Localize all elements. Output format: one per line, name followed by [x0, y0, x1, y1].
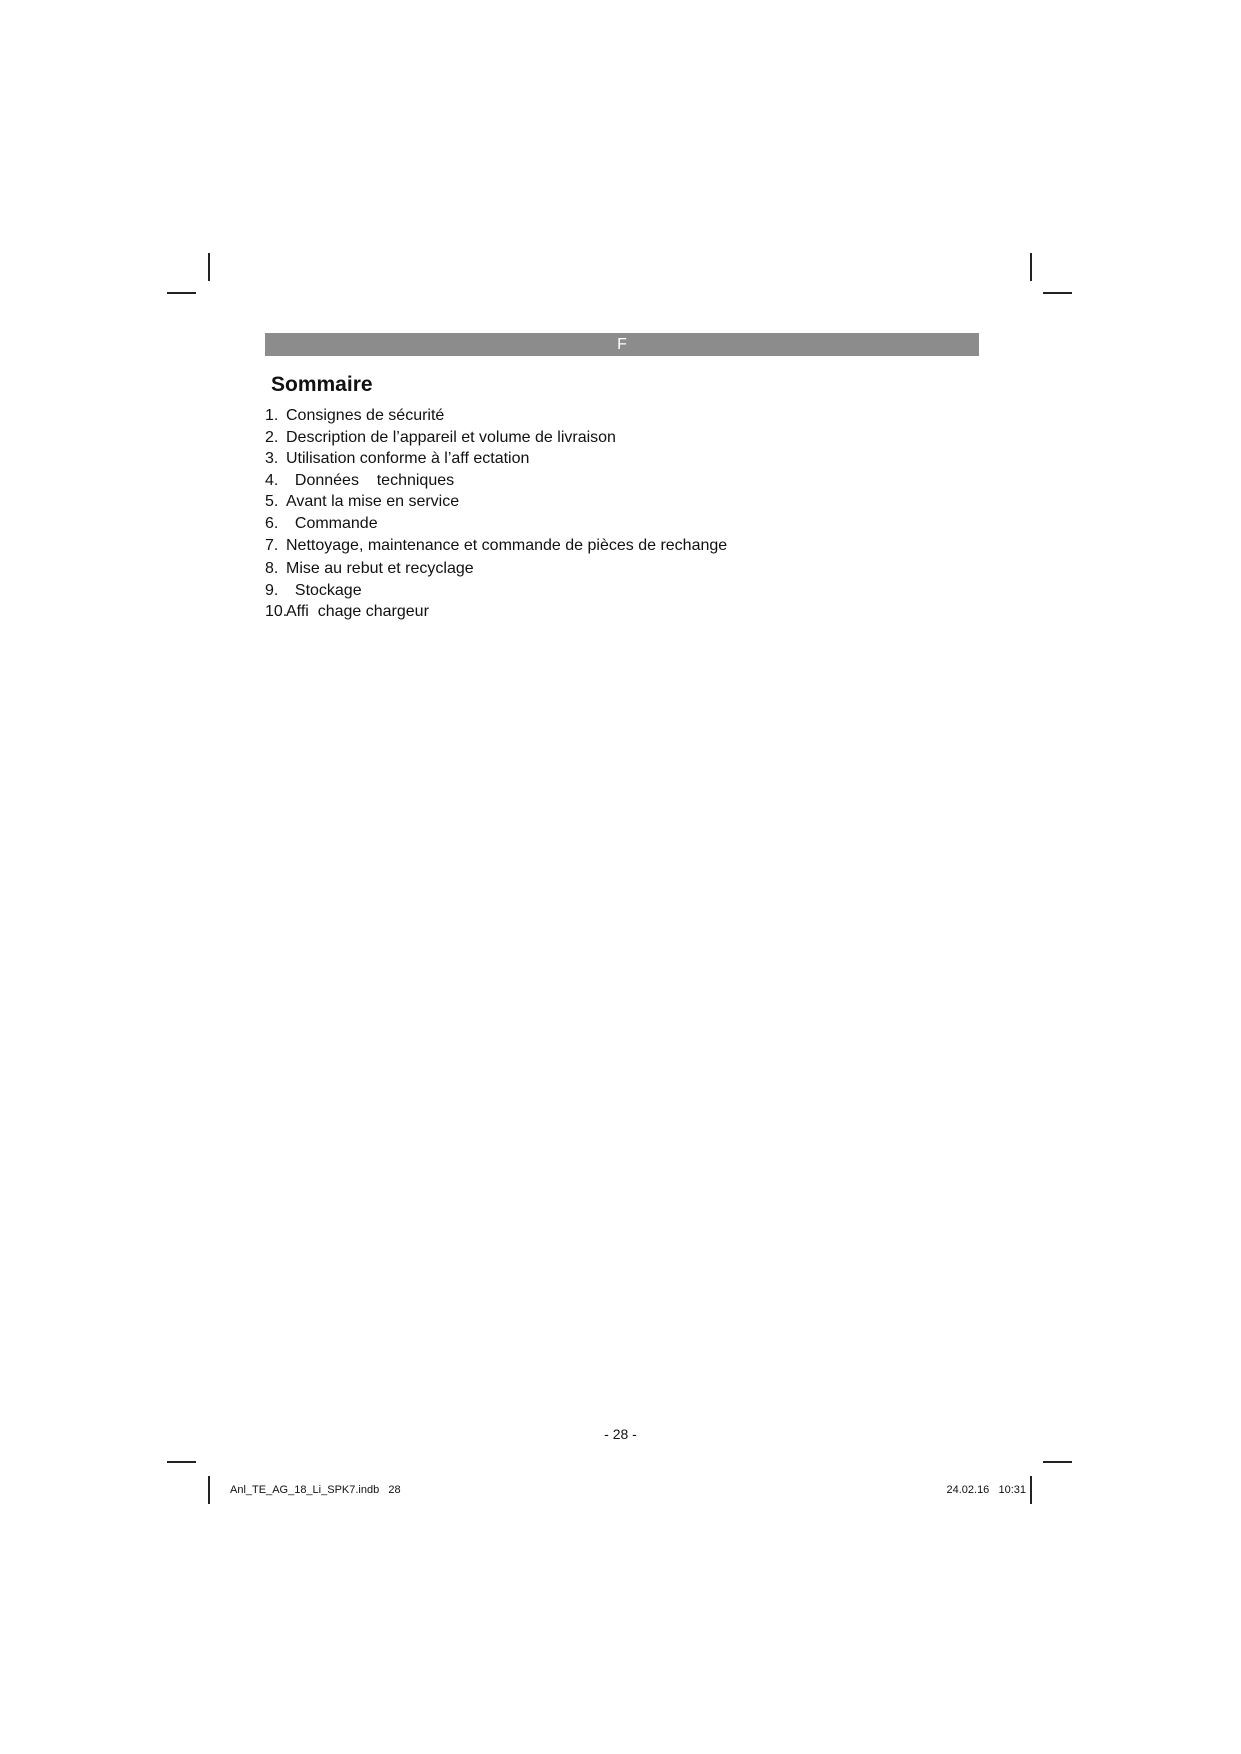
toc-item-number: 10. [265, 603, 288, 621]
crop-mark-top-left-vertical [208, 253, 210, 281]
toc-item [265, 405, 727, 427]
toc-item-number: 8. [265, 560, 279, 578]
toc-item-number: 2. [265, 428, 279, 446]
toc-title: Sommaire [271, 373, 373, 396]
toc-item-label: Stockage [286, 581, 362, 599]
toc-item-number: 3. [265, 450, 279, 468]
toc-item-number: 1. [265, 407, 279, 424]
toc-item-number: 4. [265, 471, 279, 489]
toc-item-label: Données techniques [286, 471, 455, 489]
toc-list [265, 405, 727, 623]
language-header-bar [265, 333, 979, 356]
toc-item [265, 580, 727, 602]
crop-mark-top-right-horizontal [1043, 292, 1072, 294]
page-number: - 28 - [604, 1426, 637, 1442]
crop-mark-bottom-right-vertical [1030, 1476, 1032, 1504]
toc-item-number: 5. [265, 493, 279, 511]
file-info: Anl_TE_AG_18_Li_SPK7.indb 28 [230, 1484, 401, 1496]
toc-item-label: Utilisation conforme à l’aff ectation [286, 450, 530, 468]
toc-item [265, 535, 727, 557]
toc-item [265, 470, 727, 492]
toc-item-label: Commande [286, 514, 378, 532]
toc-item-number: 6. [265, 514, 279, 532]
toc-item [265, 427, 727, 449]
crop-mark-bottom-left-horizontal [167, 1461, 196, 1463]
toc-item-label: Mise au rebut et recyclage [286, 560, 474, 578]
toc-item-number: 7. [265, 536, 279, 554]
toc-item [265, 491, 727, 513]
toc-item-label: Affi chage chargeur [286, 603, 429, 621]
crop-mark-bottom-right-horizontal [1043, 1461, 1072, 1463]
toc-item-number: 9. [265, 581, 279, 599]
toc-item-label: Nettoyage, maintenance et commande de pièces de rechange [286, 536, 728, 554]
toc-item [265, 558, 727, 580]
crop-mark-top-right-vertical [1030, 253, 1032, 281]
toc-item [265, 601, 727, 623]
language-code: F [617, 336, 627, 353]
toc-item-label: Avant la mise en service [286, 493, 460, 511]
toc-item-label: Consignes de sécurité [286, 407, 445, 424]
print-date-time: 24.02.16 10:31 [946, 1484, 1026, 1496]
toc-item [265, 513, 727, 535]
crop-mark-bottom-left-vertical [208, 1476, 210, 1504]
crop-mark-top-left-horizontal [167, 292, 196, 294]
toc-item [265, 448, 727, 470]
toc-item-label: Description de l’appareil et volume de livraison [286, 428, 616, 446]
